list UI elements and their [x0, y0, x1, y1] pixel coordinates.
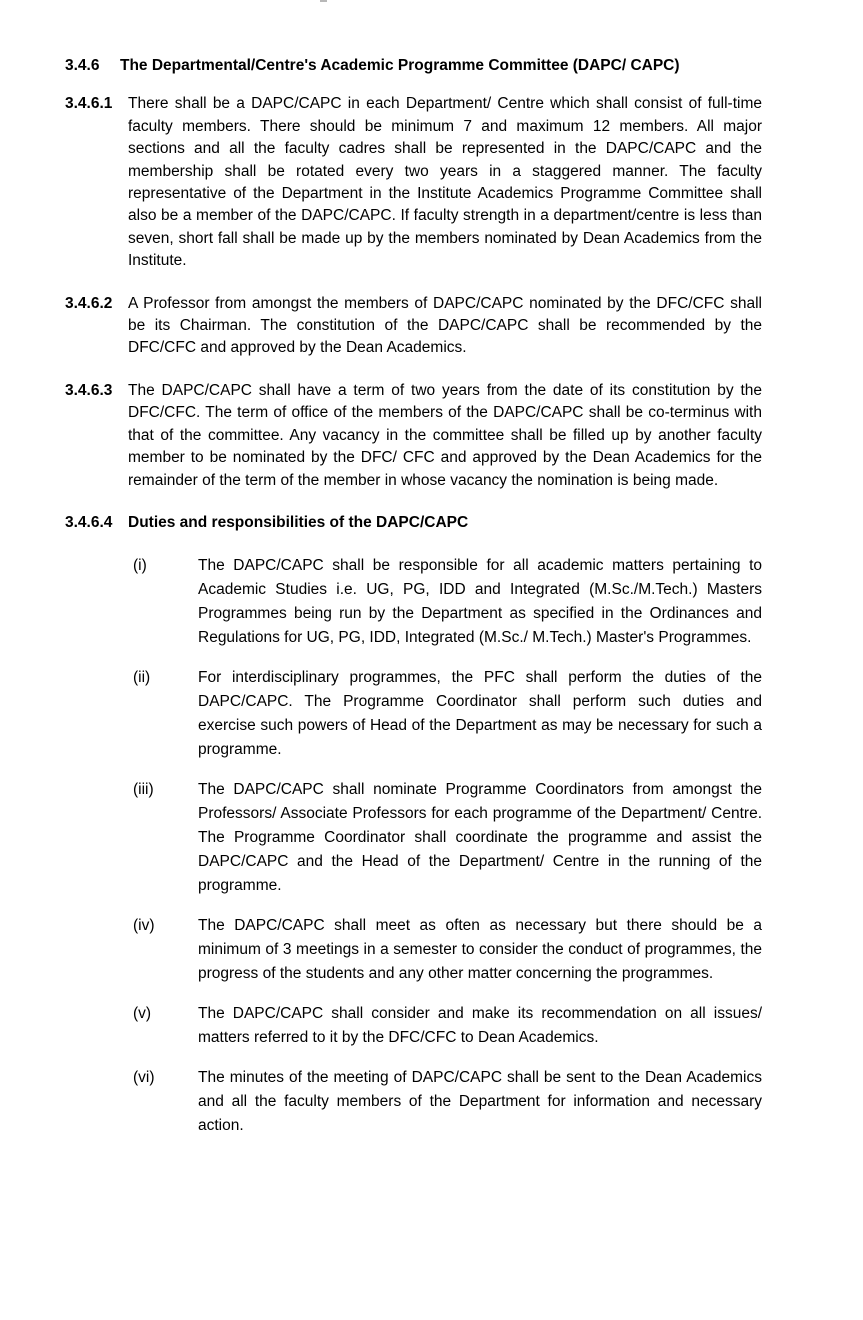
duty-item-i: [128, 554, 762, 650]
clause-3-4-6-3: [65, 380, 762, 492]
duty-item-vi: [128, 1066, 762, 1138]
clause-text: There shall be a DAPC/CAPC in each Department/ Centre which shall consist of full-time faculty members. There should be minimum 7 and maximum 12 members. All major sections and all the faculty cadres shall be represented in the DAPC/CAPC and the membership shall be rotated every two years in a staggered manner. The faculty representative of the Department in the Institute Academics Programme Committee shall also be a member of the DAPC/CAPC. If faculty strength in a department/centre is less than seven, short fall shall be made up by the members nominated by Dean Academics from the Institute.: [128, 95, 762, 270]
clause-number: 3.4.6.2: [65, 294, 113, 312]
clause-3-4-6-4: [65, 512, 762, 534]
clause-text: The DAPC/CAPC shall have a term of two years from the date of its constitution by the DFC/CFC. The term of office of the members of the DAPC/CAPC shall be co-terminus with that of the committee. Any vacancy in the committee shall be filled up by another faculty member to be nominated by the DFC/ CFC and approved by the Dean Academics for the remainder of the term of the member in whose vacancy the nomination is being made.: [128, 381, 762, 489]
section-heading-text: The Departmental/Centre's Academic Programme Committee (DAPC/ CAPC): [120, 57, 680, 74]
clause-text: A Professor from amongst the members of DAPC/CAPC nominated by the DFC/CFC shall be its Chairman. The constitution of the DAPC/CAPC shall be recommended by the DFC/CFC and approved by the Dean Academics.: [128, 294, 762, 357]
duty-text: The minutes of the meeting of DAPC/CAPC shall be sent to the Dean Academics and all the faculty members of the Department for information and necessary action.: [198, 1069, 762, 1135]
duty-numeral: (iii): [133, 781, 154, 799]
duty-text: For interdisciplinary programmes, the PFC shall perform the duties of the DAPC/CAPC. The Programme Coordinator shall perform such duties and exercise such powers of Head of the Department as may be necessary for such a programme.: [198, 669, 762, 759]
page-edge-fragment: [320, 0, 327, 2]
section-heading: [65, 55, 762, 77]
duty-numeral: (vi): [133, 1069, 155, 1087]
duty-text: The DAPC/CAPC shall consider and make its recommendation on all issues/ matters referred to it by the DFC/CFC to Dean Academics.: [198, 1005, 762, 1047]
duty-text: The DAPC/CAPC shall meet as often as necessary but there should be a minimum of 3 meetings in a semester to consider the conduct of programmes, the progress of the students and any other matter concerning the programmes.: [198, 917, 762, 983]
section-heading-number: 3.4.6: [65, 57, 100, 74]
clause-number: 3.4.6.1: [65, 95, 113, 113]
clause-number: 3.4.6.4: [65, 513, 113, 531]
duty-item-ii: [128, 666, 762, 762]
duty-numeral: (iv): [133, 917, 155, 935]
duty-text: The DAPC/CAPC shall nominate Programme Coordinators from amongst the Professors/ Associate Professors for each programme of the Department/ Centre. The Programme Coordinator shall coordinate the programme and assist the DAPC/CAPC and the Head of the Department/ Centre in the running of the programme.: [198, 781, 762, 895]
duty-numeral: (v): [133, 1005, 152, 1023]
duty-text: The DAPC/CAPC shall be responsible for all academic matters pertaining to Academic Studies i.e. UG, PG, IDD and Integrated (M.Sc./M.Tech.) Masters Programmes being run by the Department as specified in the Ordinances and Regulations for UG, PG, IDD, Integrated (M.Sc./ M.Tech.) Master's Programmes.: [198, 557, 762, 647]
clause-3-4-6-2: [65, 293, 762, 360]
duty-item-iii: [128, 778, 762, 898]
clause-3-4-6-1: [65, 93, 762, 272]
clause-number: 3.4.6.3: [65, 381, 113, 399]
duty-numeral: (i): [133, 557, 147, 575]
clause-text: Duties and responsibilities of the DAPC/CAPC: [128, 513, 469, 531]
duty-item-iv: [128, 914, 762, 986]
duty-numeral: (ii): [133, 669, 151, 687]
duty-item-v: [128, 1002, 762, 1050]
duties-list: [128, 554, 762, 1138]
